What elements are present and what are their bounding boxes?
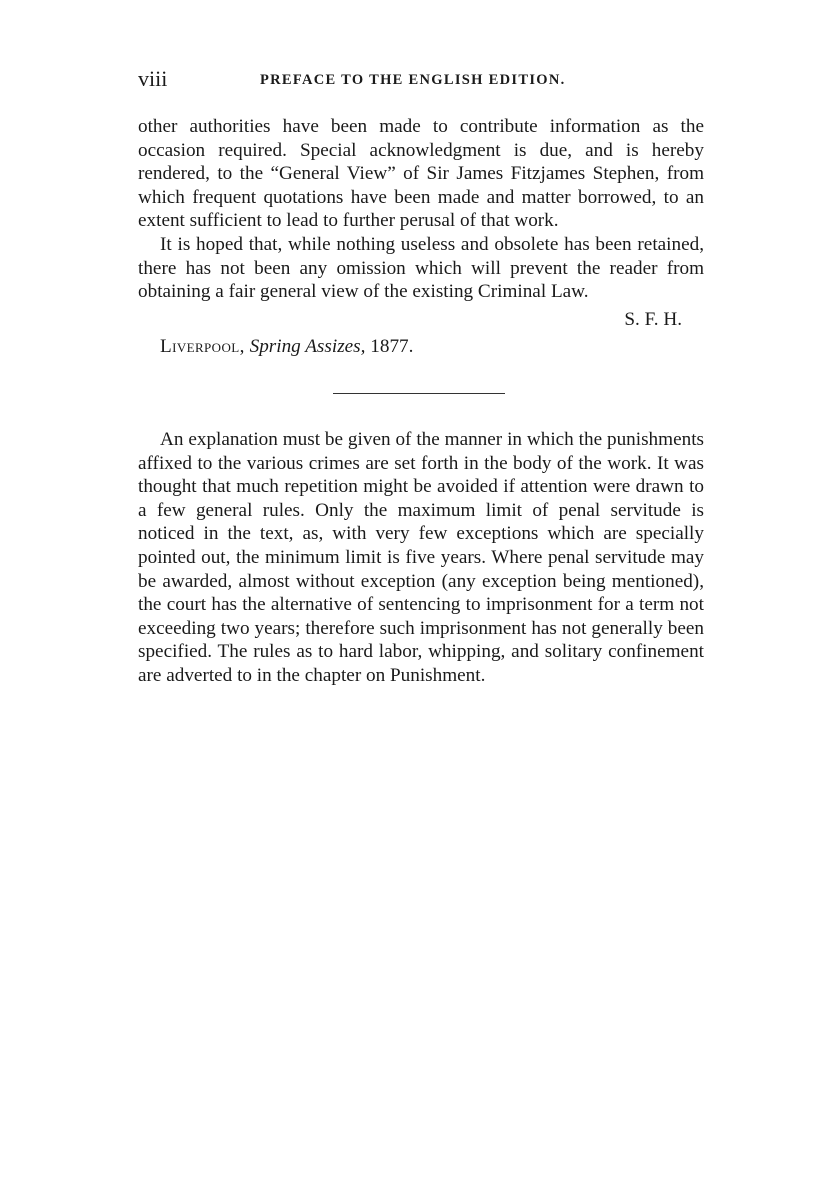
running-title: PREFACE TO THE ENGLISH EDITION. bbox=[260, 72, 566, 88]
dateline-place: Liverpool, bbox=[160, 336, 245, 358]
dateline-year: 1877. bbox=[370, 336, 414, 358]
running-header bbox=[138, 66, 704, 96]
paragraph-omission-note: It is hoped that, while nothing useless and obsolete has been retained, there has not been any omission which will prevent the reader from obtaining a fair general view of the existing Criminal Law. bbox=[138, 233, 704, 303]
author-initials: S. F. H. bbox=[624, 308, 682, 330]
paragraph-continuation: other authorities have been made to contribute information as the occasion required. Special acknowledgment is due, and is hereby rendered, to the “General View” of Sir James Fitzjames Stephen, from which frequent quotations have been made and matter borrowed, to an extent sufficient to lead to further perusal of that work. bbox=[138, 116, 704, 232]
section-divider bbox=[333, 393, 505, 394]
dateline-event: Spring Assizes, bbox=[249, 336, 366, 358]
book-page bbox=[138, 66, 704, 687]
paragraph-punishments-explanation: An explanation must be given of the manner in which the punishments affixed to the various crimes are set forth in the body of the work. It was thought that much repetition might be avoided if attention were drawn to a few general rules. Only the maximum limit of penal servitude is noticed in the text, as, with very few exceptions which are specially pointed out, the minimum limit is five years. Where penal servitude may be awarded, almost without exception (any exception being mentioned), the court has the alternative of sentencing to imprisonment for a term not exceeding two years; therefore such imprisonment has not generally been specified. The rules as to hard labor, whipping, and solitary confinement are adverted to in the chapter on Punishment. bbox=[138, 428, 704, 686]
page-number: viii bbox=[138, 66, 168, 91]
dateline bbox=[160, 335, 704, 359]
